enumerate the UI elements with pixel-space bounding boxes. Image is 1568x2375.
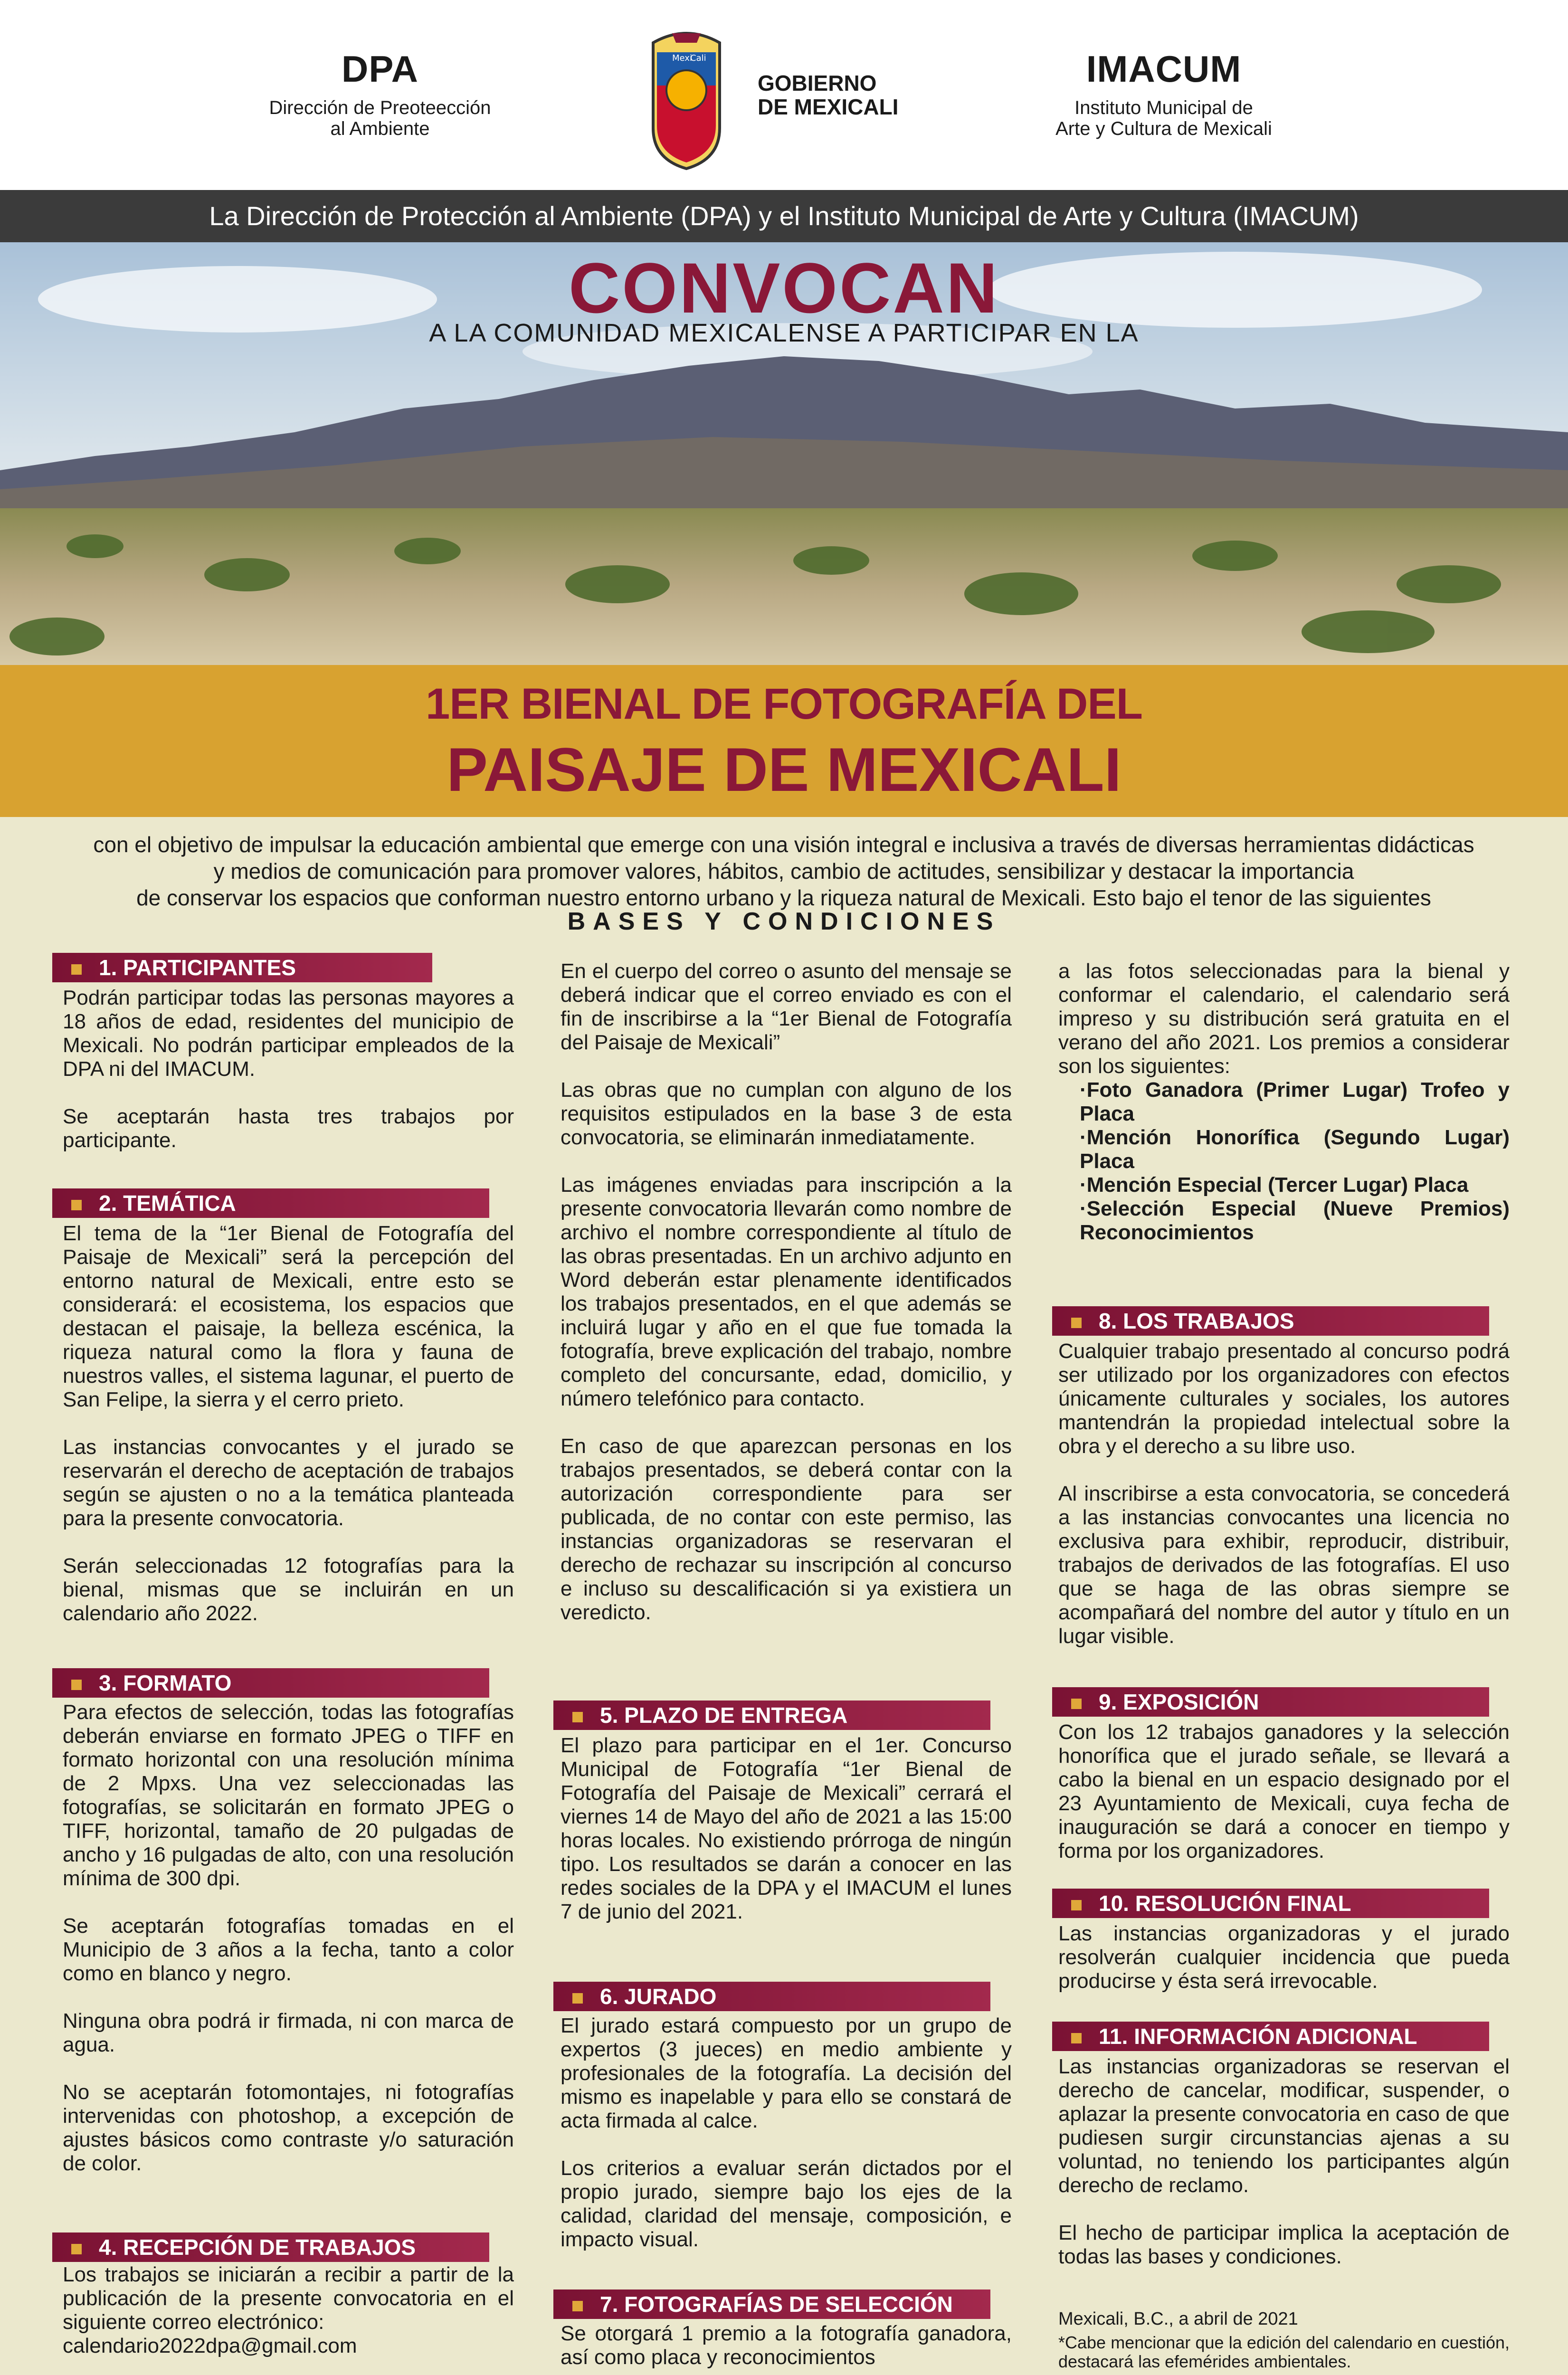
section-11-body [1058, 2055, 1510, 2292]
bullet-icon [1071, 1900, 1082, 1910]
section-3-body [63, 1700, 514, 2199]
section-4-header [52, 2232, 489, 2262]
prize-2: ·Mención Honorífica (Segundo Lugar) Placa [1080, 1126, 1510, 1173]
bullet-icon [1071, 2033, 1082, 2043]
gov-line-2: DE MEXICALI [758, 95, 899, 119]
section-9-p1: Con los 12 trabajos ganadores y la selección honorífica que el jurado señale, se llevará a cabo la bienal en un espacio designado por el 23 Ayuntamiento de Mexicali, cuya fecha de inauguración se dará a conocer en tiempo y forma por los organizadores. [1058, 1720, 1510, 1862]
section-4-continued [561, 960, 1012, 1648]
header [0, 0, 1568, 190]
bullet-icon [572, 2301, 583, 2311]
section-4-cont-p3: Las imágenes enviadas para inscripción a la presente convocatoria llevarán como nombre de archivo el nombre correspondiente al título de las obras presentadas. En un archivo adjunto en Word deberán estar plenamente identificados los trabajos presentados, en el que además se incluirá lugar y año en el que fue tomada la fotografía, breve explicación del trabajo, nombre completo del concursante, edad, domicilio, y número telefónico para contacto. [561, 1173, 1012, 1410]
section-8-header [1052, 1306, 1489, 1336]
section-6-header [553, 1982, 990, 2011]
convocan-subtitle: A LA COMUNIDAD MEXICALENSE A PARTICIPAR EN LA [429, 319, 1139, 347]
section-1-header [52, 953, 432, 982]
prize-3: ·Mención Especial (Tercer Lugar) Placa [1080, 1173, 1469, 1197]
seal-text-mexi: Mexi [672, 53, 692, 63]
bullet-icon [1071, 1318, 1082, 1328]
imacum-name-2: Arte y Cultura de Mexicali [1055, 118, 1272, 139]
section-1-title: 1. PARTICIPANTES [99, 955, 296, 980]
section-9-header [1052, 1687, 1489, 1717]
section-4-body [63, 2263, 514, 2358]
prize-4: ·Selección Especial (Nueve Premios) Reconocimientos [1080, 1197, 1510, 1244]
section-3-title: 3. FORMATO [99, 1671, 232, 1695]
section-11-p1: Las instancias organizadoras se reservan el derecho de cancelar, modificar, suspender, o aplazar la presente convocatoria en caso de que pudiesen surgir circunstancias ajenas a su voluntad, no teniendo los participantes algún derecho de reclamo. [1058, 2055, 1510, 2197]
section-1-body [63, 986, 514, 1176]
section-5-body [561, 1734, 1012, 1948]
dpa-abbr: DPA [342, 48, 418, 90]
section-3-p1: Para efectos de selección, todas las fotografías deberán enviarse en formato JPEG o TIFF en formato horizontal con una resolución mínima de 2 Mpxs. Una vez seleccionadas las fotografías, se solicitarán en formato JPEG o TIFF, horizontal, tamaño de 20 pulgadas de ancho y 16 pulgadas de alto, con una resolución mínima de 300 dpi. [63, 1700, 514, 1890]
section-11-p2: El hecho de participar implica la aceptación de todas las bases y condiciones. [1058, 2221, 1510, 2268]
section-4-cont-p4: En caso de que aparezcan personas en los trabajos presentados, se deberá contar con la autorización correspondiente para ser publicada, de no contar con este permiso, las instancias organizadoras se reservaran el derecho de rechazar su inscripción al concurso e incluso su descalificación si ya existiera un veredicto. [561, 1434, 1012, 1624]
section-4-title: 4. RECEPCIÓN DE TRABAJOS [99, 2235, 416, 2260]
section-7-title: 7. FOTOGRAFÍAS DE SELECCIÓN [600, 2292, 953, 2317]
section-3-p2: Se aceptarán fotografías tomadas en el Municipio de 3 años a la fecha, tanto a color como en blanco y negro. [63, 1914, 514, 1985]
convocan-heading: CONVOCAN [568, 248, 1000, 328]
section-4-p1: Los trabajos se iniciarán a recibir a partir de la publicación de la presente convocatoria en el siguiente correo electrónico: [63, 2263, 514, 2334]
section-2-body [63, 1222, 514, 1649]
intro-line-3: de conservar los espacios que conforman nuestro entorno urbano y la riqueza natural de Mexicali. Esto bajo el tenor de las siguientes [136, 885, 1431, 910]
section-9-body [1058, 1720, 1510, 1887]
seal-text-cali: Cali [690, 53, 706, 63]
section-7-header [553, 2290, 990, 2319]
section-4-email[interactable]: calendario2022dpa@gmail.com [63, 2334, 357, 2357]
section-11-title: 11. INFORMACIÓN ADICIONAL [1099, 2024, 1417, 2049]
section-2-p1: El tema de la “1er Bienal de Fotografía del Paisaje de Mexicali” será la percepción del entorno natural de Mexicali, entre esto se considerará: el ecosistema, los espacios que destacan el paisaje, la belleza escénica, la riqueza natural como la flora y fauna de nuestros valles, el sistema lagunar, el puerto de San Felipe, la sierra y el cerro prieto. [63, 1222, 514, 1411]
bullet-icon [71, 1680, 82, 1690]
section-8-body [1058, 1340, 1510, 1672]
section-7-body [561, 2322, 1012, 2369]
bullet-icon [71, 1200, 82, 1210]
gov-name [758, 71, 919, 119]
section-1-p2: Se aceptarán hasta tres trabajos por participante. [63, 1105, 514, 1152]
place-date: Mexicali, B.C., a abril de 2021 [1058, 2309, 1298, 2329]
section-4-cont-p2: Las obras que no cumplan con alguno de los requisitos estipulados en la base 3 de esta convocatoria, se eliminarán inmediatamente. [561, 1078, 1012, 1149]
event-title-line-1: 1ER BIENAL DE FOTOGRAFÍA DEL [426, 680, 1142, 728]
gov-line-1: GOBIERNO [758, 71, 877, 95]
section-10-title: 10. RESOLUCIÓN FINAL [1099, 1891, 1351, 1916]
event-title-line-2: PAISAJE DE MEXICALI [447, 735, 1121, 804]
section-8-title: 8. LOS TRABAJOS [1099, 1309, 1294, 1333]
imacum-abbr: IMACUM [1086, 48, 1242, 90]
section-2-header [52, 1188, 489, 1218]
bases-title: BASES Y CONDICIONES [567, 908, 1001, 935]
section-3-header [52, 1668, 489, 1698]
section-5-title: 5. PLAZO DE ENTREGA [600, 1703, 848, 1728]
section-8-p1: Cualquier trabajo presentado al concurso podrá ser utilizado por los organizadores con efectos únicamente culturales y sociales, los autores mantendrán la propiedad intelectual sobre la obra y el derecho a su libre uso. [1058, 1340, 1510, 1458]
section-9-title: 9. EXPOSICIÓN [1099, 1690, 1259, 1714]
section-7-p1: Se otorgará 1 premio a la fotografía ganadora, así como placa y reconocimientos [561, 2322, 1012, 2369]
bullet-icon [71, 964, 82, 975]
section-6-p1: El jurado estará compuesto por un grupo de expertos (3 jueces) en medio ambiente y profesionales de la fotografía. La decisión del mismo es inapelable y para ello se constará de acta firmada al calce. [561, 2014, 1012, 2132]
section-6-body [561, 2014, 1012, 2275]
section-5-p1: El plazo para participar en el 1er. Concurso Municipal de Fotografía “1er Bienal de Fotografía del Paisaje de Mexicali” cerrará el viernes 14 de Mayo del año de 2021 a las 15:00 horas locales. No existiendo prórroga de ningún tipo. Los resultados se darán a conocer en las redes sociales de la DPA y el IMACUM el lunes 7 de junio del 2021. [561, 1734, 1012, 1923]
intro-line-2: y medios de comunicación para promover valores, hábitos, cambio de actitudes, sensibilizar y destacar la importancia [213, 859, 1354, 884]
section-10-p1: Las instancias organizadoras y el jurado resolverán cualquier incidencia que pueda producirse y ésta será irrevocable. [1058, 1922, 1510, 1993]
section-7-continued [1058, 960, 1510, 1244]
section-3-p4: No se aceptarán fotomontajes, ni fotografías intervenidas con photoshop, a excepción de ajustes básicos como contraste y/o saturación de color. [63, 2080, 514, 2175]
prize-list [1058, 1078, 1510, 1244]
bullet-icon [572, 1712, 583, 1722]
section-11-header [1052, 2022, 1489, 2051]
section-2-title: 2. TEMÁTICA [99, 1191, 236, 1216]
section-6-title: 6. JURADO [600, 1984, 717, 2009]
prize-1: ·Foto Ganadora (Primer Lugar) Trofeo y Placa [1080, 1078, 1510, 1125]
imacum-name-1: Instituto Municipal de [1074, 97, 1253, 118]
section-4-cont-p1: En el cuerpo del correo o asunto del mensaje se deberá indicar que el correo enviado es con el fin de inscribirse a la “1er Bienal de Fotografía del Paisaje de Mexicali” [561, 960, 1012, 1054]
section-6-p2: Los criterios a evaluar serán dictados por el propio jurado, siempre bajo los ejes de la calidad, claridad del mensaje, composición, e impacto visual. [561, 2156, 1012, 2251]
bullet-icon [71, 2244, 82, 2254]
organizers-banner: La Dirección de Protección al Ambiente (DPA) y el Instituto Municipal de Arte y Cultura (IMACUM) [0, 190, 1568, 242]
section-2-p3: Serán seleccionadas 12 fotografías para la bienal, mismas que se incluirán en un calendario año 2022. [63, 1554, 514, 1625]
section-5-header [553, 1700, 990, 1730]
dpa-name: Dirección de Preoteección al Ambiente [269, 97, 491, 139]
section-3-p3: Ninguna obra podrá ir firmada, ni con marca de agua. [63, 2009, 514, 2056]
closing-note: *Cabe mencionar que la edición del calendario en cuestión, destacará las efemérides ambientales. [1058, 2333, 1510, 2371]
section-2-p2: Las instancias convocantes y el jurado se reservarán el derecho de aceptación de trabajos según se ajusten o no a la temática planteada para la presente convocatoria. [63, 1435, 514, 1530]
mexicali-seal-icon [644, 24, 729, 171]
section-10-header [1052, 1889, 1489, 1918]
section-7-p2: a las fotos seleccionadas para la bienal y conformar el calendario, el calendario será impreso y su distribución será gratuita en el verano del año 2021. Los premios a considerar son los siguientes: [1058, 960, 1510, 1078]
section-8-p2: Al inscribirse a esta convocatoria, se concederá a las instancias convocantes una licencia no exclusiva para exhibir, reproducir, distribuir, trabajos de derivados de las fotografías. El uso que se haga de las obras siempre se acompañará del nombre del autor y título en un lugar visible. [1058, 1482, 1510, 1648]
section-10-body [1058, 1922, 1510, 2017]
intro-line-1: con el objetivo de impulsar la educación ambiental que emerge con una visión integral e inclusiva a través de diversas herramientas didácticas [93, 832, 1474, 857]
bullet-icon [1071, 1699, 1082, 1709]
bullet-icon [572, 1993, 583, 2004]
section-1-p1: Podrán participar todas las personas mayores a 18 años de edad, residentes del municipio de Mexicali. No podrán participar empleados de la DPA ni del IMACUM. [63, 986, 514, 1081]
